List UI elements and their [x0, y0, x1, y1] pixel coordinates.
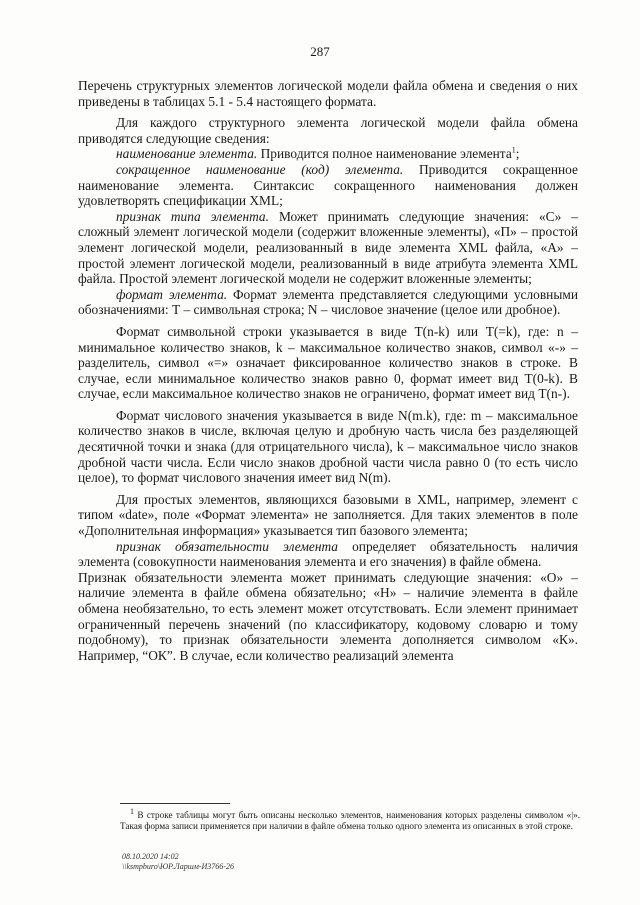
item-short-name	[78, 162, 578, 209]
item-type-sign-text: Может принимать следующие значения: «С» – сложный элемент логической модели (содержит вложенные элементы), «П» – простой элемент логической модели, реализованный в виде элемента XML файла, «А» – простой элемент логической модели, реализованный в виде атрибута элемента XML файла. Простой элемент логической модели не содержит вложенные элементы;	[78, 208, 578, 287]
term-required: признак обязательности элемента	[116, 538, 339, 554]
paragraph-simple-elements: Для простых элементов, являющихся базовыми в XML, например, элемент с типом «date», поле «Формат элемента» не заполняется. Для таких элементов в поле «Дополнительная информация» указывается тип базового элемента;	[78, 491, 578, 539]
paragraph-number-format: Формат числового значения указывается в виде N(m.k), где: m – максимальное количество знаков в числе, включая целую и дробную часть числа без разделяющей десятичной точки и знака (для отрицательного числа), k – максимальное число знаков дробной части числа. Если число знаков дробной части числа равно 0 (то есть число целое), то формат числового значения имеет вид N(m).	[78, 407, 578, 486]
item-name	[78, 146, 578, 162]
paragraph-string-format: Формат символьной строки указывается в виде Т(n-k) или Т(=k), где: n – минимальное количество знаков, k – максимальное количество знаков, символ «-» – разделитель, символ «=» означает фиксированное количество знаков в строке. В случае, если минимальное количество знаков равно 0, формат имеет вид Т(0-k). В случае, если максимальное количество знаков не ограничено, формат имеет вид Т(n-).	[78, 323, 578, 402]
footnote-mark: 1	[130, 806, 134, 816]
term-short-name: сокращенное наименование (код) элемента.	[116, 161, 404, 177]
document-body	[78, 78, 578, 663]
item-required	[78, 539, 578, 570]
footnote-text: В строке таблицы могут быть описаны несколько элементов, наименования которых разделены символом «|». Такая форма записи применяется при наличии в файле обмена только одного элемента из описанных в этой строке.	[120, 810, 580, 831]
item-format-text: Формат элемента представляется следующими условными обозначениями: Т – символьная строка; N – числовое значение (целое или дробное).	[78, 286, 578, 318]
paragraph-intro: Перечень структурных элементов логической модели файла обмена и сведения о них приведены в таблицах 5.1 - 5.4 настоящего формата.	[78, 78, 578, 109]
term-format: формат элемента.	[116, 286, 228, 302]
footnote	[120, 806, 580, 832]
item-name-text: Приводится полное наименование элемента	[257, 146, 512, 162]
item-type-sign	[78, 209, 578, 287]
stamp-date: 08.10.2020 14:02	[122, 852, 179, 861]
item-required-text: определяет обязательность наличия элемента (совокупности наименования элемента и его значения) в файле обмена.	[78, 538, 579, 570]
item-name-tail: ;	[515, 146, 520, 162]
page-number: 287	[310, 44, 330, 59]
item-short-name-text: Приводится сокращенное наименование элемента. Синтаксис сокращенного наименования должен удовлетворять спецификации XML;	[78, 161, 578, 209]
term-type-sign: признак типа элемента.	[116, 208, 269, 224]
term-name: наименование элемента.	[116, 146, 258, 162]
print-stamp	[122, 852, 234, 872]
footnote-ref: 1	[511, 145, 516, 155]
stamp-path: \\ksmpburo\ЮР.Ларшм-И3766-26	[122, 862, 234, 871]
paragraph-details-intro: Для каждого структурного элемента логической модели файла обмена приводятся следующие сведения:	[78, 115, 578, 146]
footnote-divider	[120, 803, 230, 804]
item-format	[78, 287, 578, 318]
paragraph-required-values: Признак обязательности элемента может принимать следующие значения: «О» – наличие элемента в файле обмена обязательно; «Н» – наличие элемента в файле обмена необязательно, то есть элемент может отсутствовать. Если элемент принимает ограниченный перечень значений (по классификатору, кодовому словарю и тому подобному), то признак обязательности элемента дополняется символом «К». Например, “ОК”. В случае, если количество реализаций элемента	[78, 569, 578, 663]
